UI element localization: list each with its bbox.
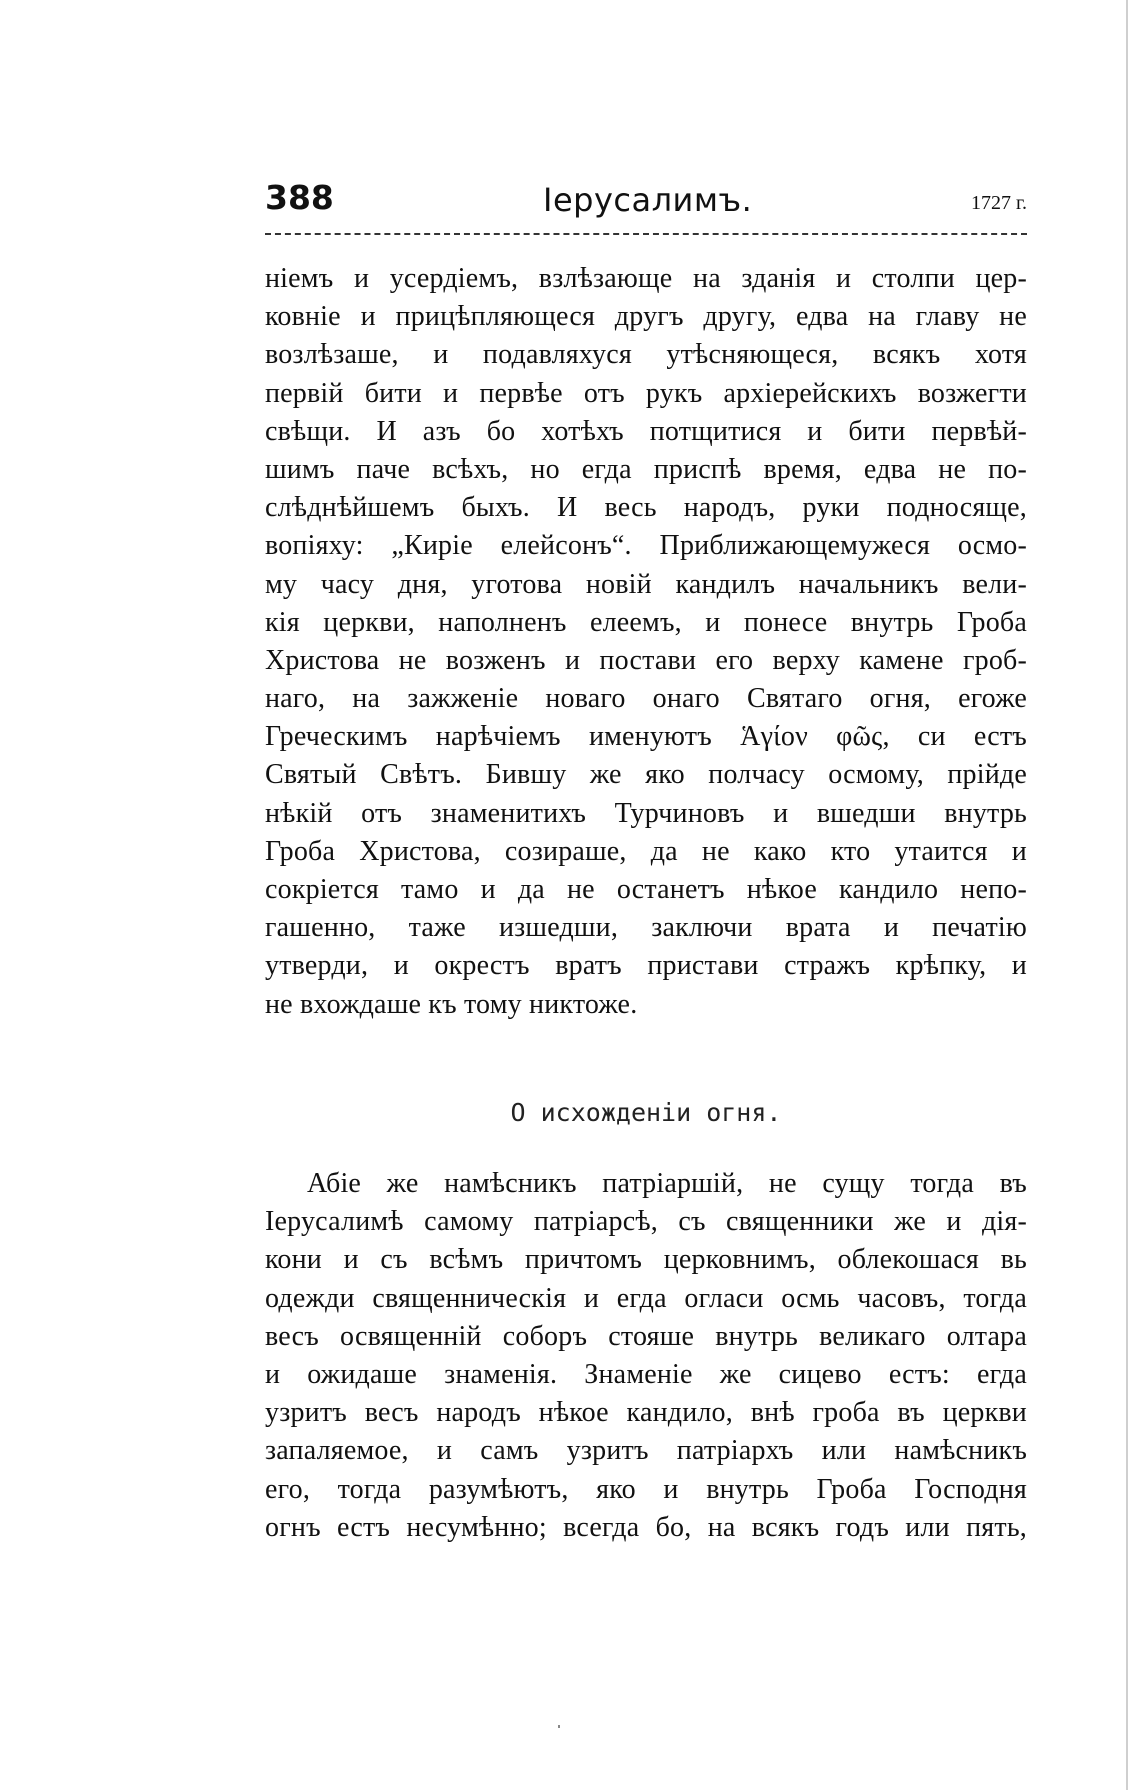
text-line: одежди священническія и егда огласи осмь часовъ, тогда xyxy=(265,1282,1027,1314)
text-line: весъ освященній соборъ стояше внутрь великаго олтара xyxy=(265,1320,1027,1352)
text-line: кони и съ всѣмъ причтомъ церковнимъ, облекошася вь xyxy=(265,1244,1027,1276)
text-line: первій бити и первѣе отъ рукъ архіерейскихъ возжегти xyxy=(265,377,1027,409)
text-line: запаляемое, и самъ узритъ патріархъ или намѣсникъ xyxy=(265,1435,1027,1467)
text-line: ковніе и прицѣпляющеся другъ другу, едва на главу не xyxy=(265,301,1027,333)
text-line: кія церкви, наполненъ елеемъ, и понесе внутрь Гроба xyxy=(265,606,1027,638)
scan-edge-line xyxy=(1126,0,1128,1790)
header-year: 1727 г. xyxy=(971,192,1027,214)
text-line: сокріется тамо и да не останетъ нѣкое кандило непо- xyxy=(265,874,1027,905)
text-line: шимъ паче всѣхъ, но егда приспѣ время, едва не по- xyxy=(265,453,1027,485)
text-line: и ожидаше знаменія. Знаменіе же сицево естъ: егда xyxy=(265,1358,1027,1390)
text-line: его, тогда разумѣютъ, яко и внутрь Гроба Господня xyxy=(265,1473,1027,1505)
text-line: нѣкій отъ знаменитихъ Турчиновъ и вшедши внутрь xyxy=(265,797,1027,829)
text-line: му часу дня, уготова новій кандилъ начальникъ вели- xyxy=(265,568,1027,600)
header-rule xyxy=(265,233,1027,235)
text-line: огнъ естъ несумѣнно; всегда бо, на всякъ годъ или пять, xyxy=(265,1511,1027,1543)
section-title: О исхожденіи огня. xyxy=(510,1098,782,1127)
text-line: возлѣзаше, и подавляхуся утѣсняющеся, всякъ хотя xyxy=(265,339,1027,371)
text-line: Святый Свѣтъ. Бившу же яко полчасу осмому, прійде xyxy=(265,759,1027,791)
text-line: слѣднѣйшемъ быхъ. И весь народъ, руки подносяще, xyxy=(265,492,1027,524)
running-title: Іерусалимъ. xyxy=(543,181,753,219)
scan-speck xyxy=(558,1725,560,1728)
text-line: вопіяху: „Киріе елейсонъ“. Приближающемужеся осмо- xyxy=(265,530,1027,562)
page-number: 388 xyxy=(265,178,334,217)
text-line: утверди, и окрестъ вратъ пристави стражъ крѣпку, и xyxy=(265,950,1027,982)
text-line: Гроба Христова, созираше, да не како кто утаится и xyxy=(265,835,1027,867)
text-line: ніемъ и усердіемъ, взлѣзающе на зданія и столпи цер- xyxy=(265,263,1027,294)
text-line: Іерусалимѣ самому патріарсѣ, съ священники же и дія- xyxy=(265,1206,1027,1238)
text-line: не вхождаше къ тому никтоже. xyxy=(265,988,638,1020)
text-line: гашенно, таже изшедши, заключи врата и печатію xyxy=(265,912,1027,944)
text-line: Абіе же намѣсникъ патріаршій, не сущу тогда въ xyxy=(307,1168,1027,1199)
text-line: наго, на зажженіе новаго онаго Святаго огня, егоже xyxy=(265,683,1027,715)
text-line: Греческимъ нарѣчіемъ именуютъ Ἁγίον φῶς, си естъ xyxy=(265,721,1027,753)
paragraph-2 xyxy=(265,1165,1027,1547)
text-line: свѣщи. И азъ бо хотѣхъ потщитися и бити первѣй- xyxy=(265,415,1027,447)
paragraph-1 xyxy=(265,260,1027,1024)
text-line: Христова не возженъ и постави его верху камене гроб- xyxy=(265,644,1027,676)
text-line: узритъ весъ народъ нѣкое кандило, внѣ гроба въ церкви xyxy=(265,1397,1027,1429)
page-header xyxy=(265,178,1027,230)
